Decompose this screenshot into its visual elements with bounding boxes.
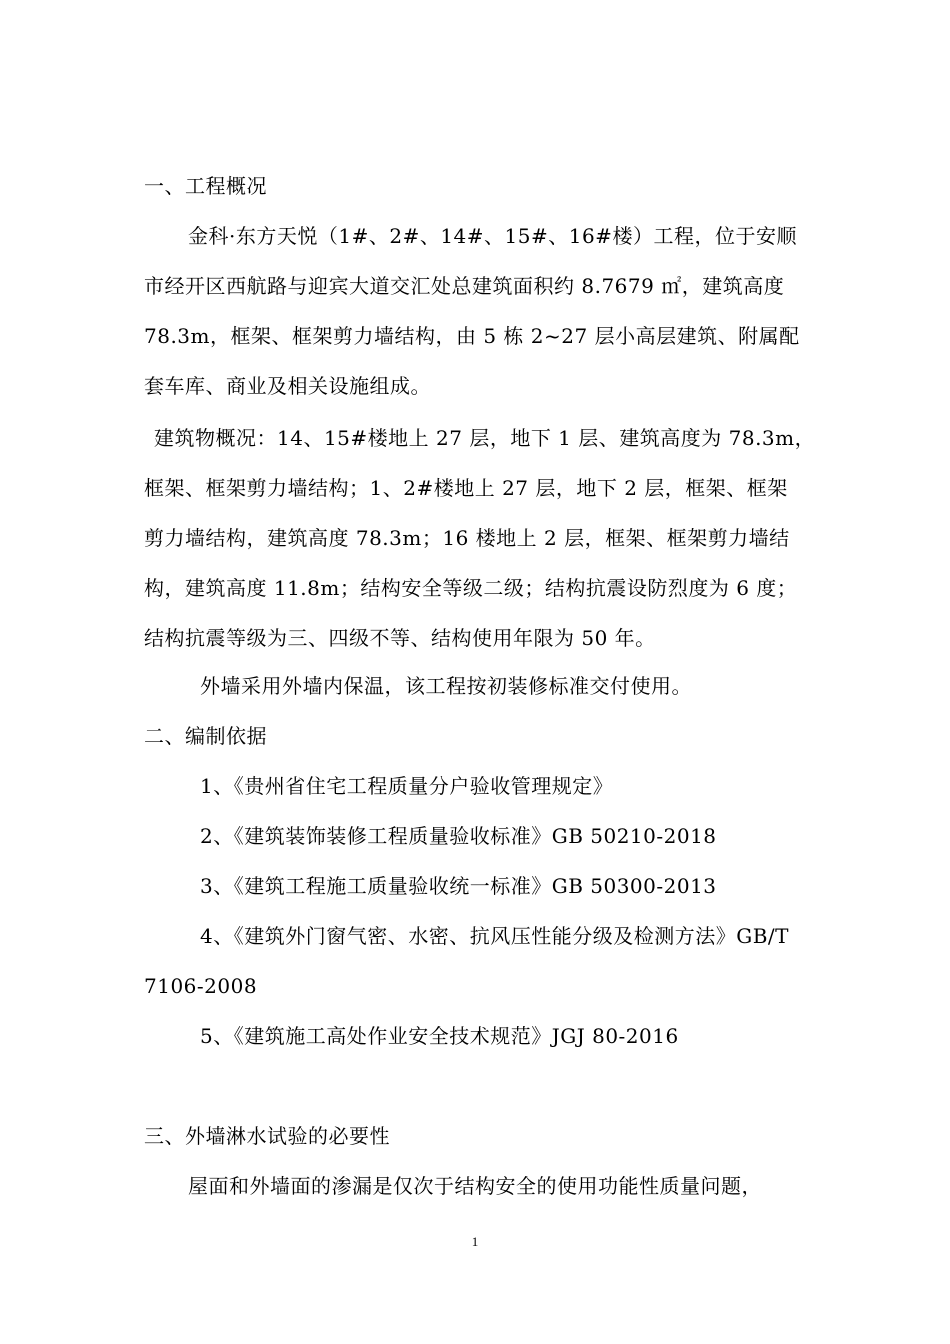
section-1-para-1-line-2: 市经开区西航路与迎宾大道交汇处总建筑面积约 8.7679 ㎡，建筑高度 — [144, 274, 785, 298]
section-1-para-2-line-1: 建筑物概况：14、15#楼地上 27 层，地下 1 层、建筑高度为 78.3m， — [154, 426, 816, 450]
section-1-para-3: 外墙采用外墙内保温，该工程按初装修标准交付使用。 — [200, 674, 692, 698]
page-number: 1 — [471, 1234, 479, 1249]
reference-item-4: 4、《建筑外门窗气密、水密、抗风压性能分级及检测方法》GB/T — [200, 924, 789, 948]
section-3-para-1: 屋面和外墙面的渗漏是仅次于结构安全的使用功能性质量问题， — [188, 1174, 762, 1198]
reference-item-5: 5、《建筑施工高处作业安全技术规范》JGJ 80-2016 — [200, 1024, 679, 1048]
reference-item-3: 3、《建筑工程施工质量验收统一标准》GB 50300-2013 — [200, 874, 717, 898]
section-1-para-1-line-4: 套车库、商业及相关设施组成。 — [144, 374, 431, 398]
section-1-para-2-line-5: 结构抗震等级为三、四级不等、结构使用年限为 50 年。 — [144, 626, 656, 650]
section-3-heading: 三、外墙淋水试验的必要性 — [144, 1124, 390, 1148]
section-1-para-1-line-1: 金科·东方天悦（1#、2#、14#、15#、16#楼）工程，位于安顺 — [188, 224, 797, 248]
section-1-para-2-line-2: 框架、框架剪力墙结构；1、2#楼地上 27 层，地下 2 层，框架、框架 — [144, 476, 788, 500]
section-1-para-1-line-3: 78.3m，框架、框架剪力墙结构，由 5 栋 2~27 层小高层建筑、附属配 — [144, 324, 800, 348]
section-1-heading: 一、工程概况 — [144, 174, 267, 198]
reference-item-1: 1、《贵州省住宅工程质量分户验收管理规定》 — [200, 774, 614, 798]
section-1-para-2-line-4: 构，建筑高度 11.8m；结构安全等级二级；结构抗震设防烈度为 6 度； — [144, 576, 798, 600]
reference-item-4-continuation: 7106-2008 — [144, 974, 258, 998]
section-1-para-2-line-3: 剪力墙结构，建筑高度 78.3m；16 楼地上 2 层，框架、框架剪力墙结 — [144, 526, 790, 550]
section-2-heading: 二、编制依据 — [144, 724, 267, 748]
reference-item-2: 2、《建筑装饰装修工程质量验收标准》GB 50210-2018 — [200, 824, 717, 848]
